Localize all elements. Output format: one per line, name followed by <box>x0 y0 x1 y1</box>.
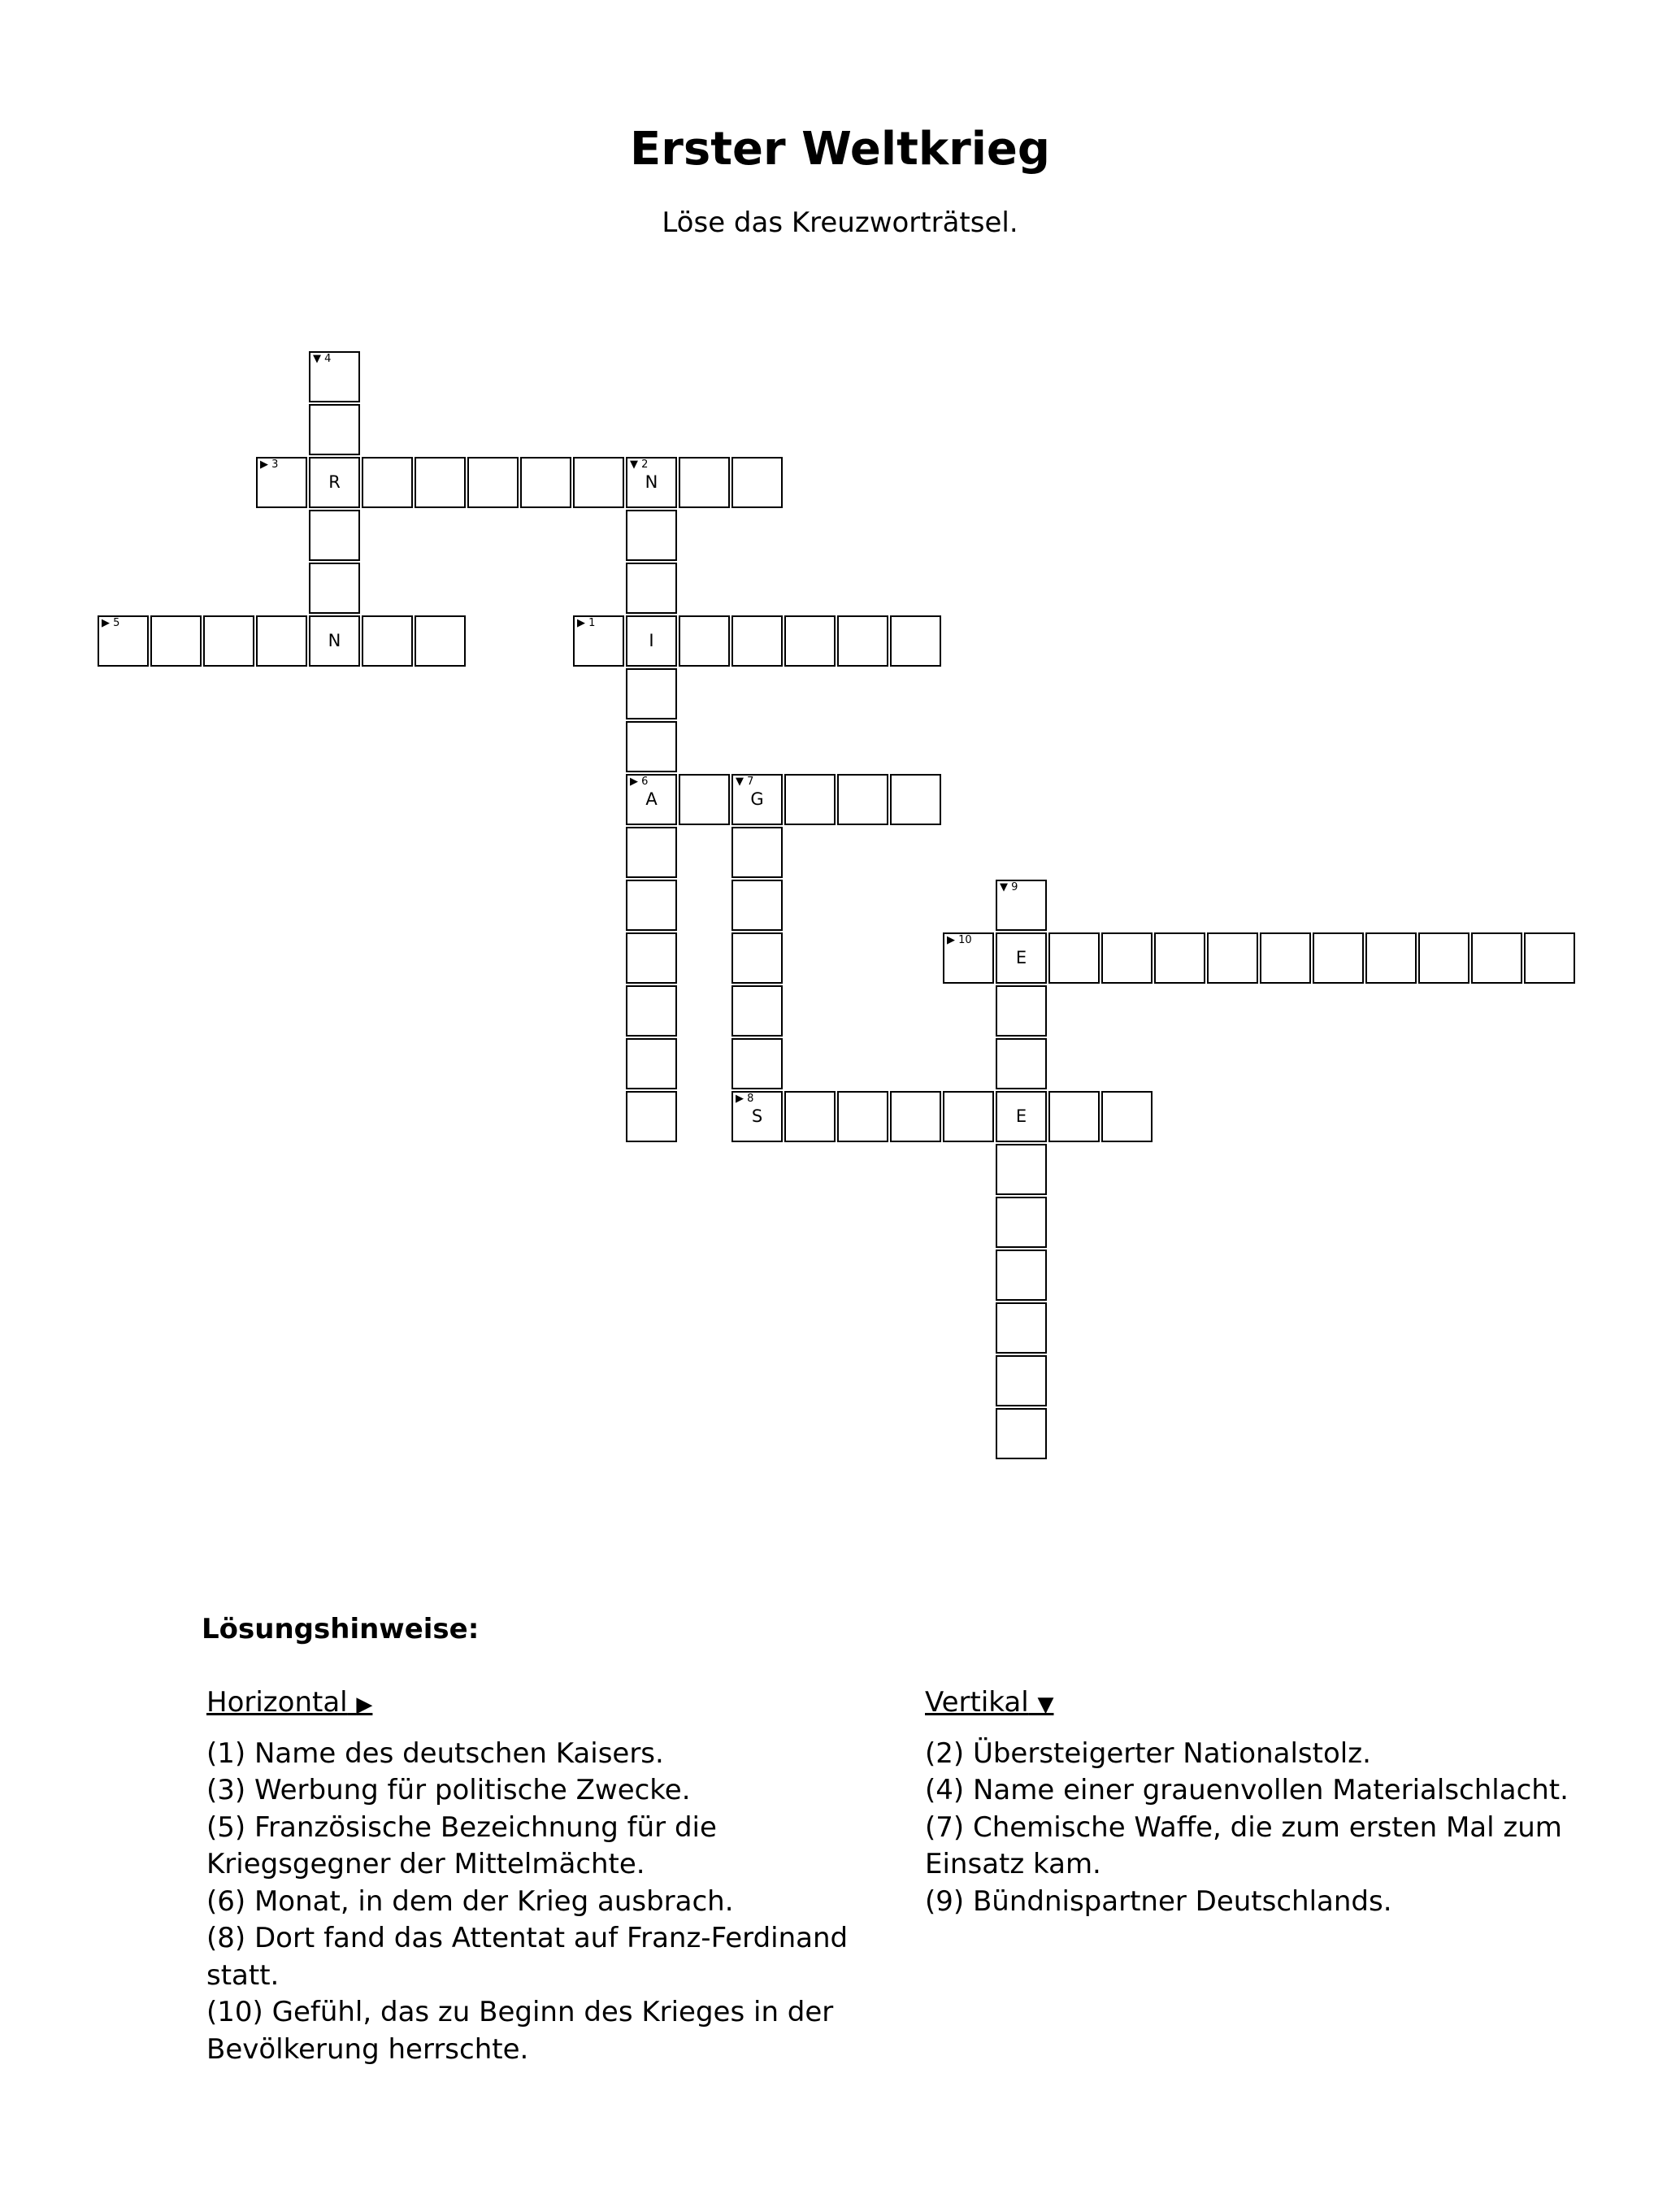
clue-number-label: 7 <box>744 776 754 788</box>
crossword-cell <box>679 774 730 825</box>
clue-number <box>1000 882 1018 893</box>
crossword-cell <box>784 615 836 667</box>
crossword-cell <box>573 615 624 667</box>
crossword-cell <box>362 615 413 667</box>
crossword-cell <box>890 615 941 667</box>
arrow-down-icon: ▼ <box>736 776 744 788</box>
crossword-cell <box>309 457 360 508</box>
arrow-down-icon: ▼ <box>630 459 638 471</box>
crossword-cell <box>890 1091 941 1142</box>
crossword-cell <box>309 404 360 455</box>
crossword-cell <box>837 774 888 825</box>
clue-vertical-7: (7) Chemische Waffe, die zum ersten Mal zum Einsatz kam. <box>925 1810 1562 1880</box>
crossword-cell <box>996 1355 1047 1406</box>
clue-number-label: 2 <box>638 459 649 471</box>
cell-letter: E <box>1015 1106 1027 1126</box>
crossword-cell <box>626 827 677 878</box>
arrow-right-icon: ▶ <box>630 776 638 788</box>
cell-letter: A <box>645 789 658 809</box>
arrow-down-icon: ▼ <box>1000 881 1008 893</box>
clue-horizontal-3: (3) Werbung für politische Zwecke. <box>206 1774 691 1806</box>
crossword-cell <box>943 1091 994 1142</box>
clue-number-label: 1 <box>585 617 596 629</box>
cell-letter: N <box>328 631 341 650</box>
crossword-cell <box>1524 932 1575 984</box>
arrow-right-icon: ▶ <box>947 934 955 946</box>
crossword-cell <box>943 932 994 984</box>
clue-number-label: 5 <box>110 617 120 629</box>
cell-letter: I <box>649 631 654 650</box>
crossword-cell <box>679 457 730 508</box>
crossword-cell <box>996 932 1047 984</box>
crossword-cell <box>1418 932 1469 984</box>
crossword-cell <box>996 985 1047 1037</box>
clue-number-label: 3 <box>268 459 279 471</box>
horizontal-heading: Horizontal ▶ <box>206 1686 373 1719</box>
clue-number <box>947 935 972 946</box>
crossword-cell <box>626 563 677 614</box>
clue-horizontal-8: (8) Dort fand das Attentat auf Franz-Ferdinand statt. <box>206 1922 849 1992</box>
crossword-cell <box>362 457 413 508</box>
crossword-cell <box>996 1250 1047 1301</box>
crossword-cell <box>626 932 677 984</box>
crossword-cell <box>626 721 677 772</box>
cell-letter: R <box>328 472 341 492</box>
crossword-cell <box>731 615 783 667</box>
crossword-cell <box>996 1091 1047 1142</box>
cell-letter: N <box>645 472 658 492</box>
crossword-cell <box>1260 932 1311 984</box>
crossword-cell <box>1048 932 1100 984</box>
crossword-cell <box>731 827 783 878</box>
crossword-cell <box>520 457 571 508</box>
crossword-cell <box>731 985 783 1037</box>
crossword-cell <box>731 1038 783 1089</box>
clue-number <box>102 618 119 629</box>
crossword-cell <box>784 774 836 825</box>
crossword-cell <box>626 457 677 508</box>
crossword-cell <box>1101 1091 1153 1142</box>
arrow-right-icon: ▶ <box>102 617 110 629</box>
arrow-down-icon: ▼ <box>313 353 321 365</box>
arrow-right-icon: ▶ <box>260 459 268 471</box>
crossword-cell <box>1207 932 1258 984</box>
clue-vertical-9: (9) Bündnispartner Deutschlands. <box>925 1884 1392 1918</box>
crossword-cell <box>837 615 888 667</box>
crossword-cell <box>996 1408 1047 1459</box>
crossword-cell <box>731 1091 783 1142</box>
crossword-cell <box>415 615 466 667</box>
clue-number-label: 9 <box>1008 881 1018 893</box>
crossword-cell <box>996 1144 1047 1195</box>
hints-title: Lösungshinweise: <box>202 1613 480 1645</box>
clue-number-label: 10 <box>955 934 972 946</box>
clue-vertical-2: (2) Übersteigerter Nationalstolz. <box>925 1736 1371 1770</box>
clue-number-label: 4 <box>321 353 332 365</box>
crossword-cell <box>1313 932 1364 984</box>
clue-horizontal-1: (1) Name des deutschen Kaisers. <box>206 1736 664 1770</box>
page-subtitle: Löse das Kreuzworträtsel. <box>662 206 1018 239</box>
clue-number-label: 8 <box>744 1093 754 1105</box>
crossword-cell <box>626 510 677 561</box>
crossword-cell <box>626 774 677 825</box>
crossword-cell <box>731 880 783 931</box>
arrow-right-icon: ▶ <box>736 1093 744 1105</box>
crossword-cell <box>203 615 254 667</box>
crossword-cell <box>890 774 941 825</box>
crossword-cell <box>784 1091 836 1142</box>
cell-letter: G <box>750 789 764 809</box>
crossword-cell <box>626 880 677 931</box>
clue-horizontal-5: (5) Französische Bezeichnung für die Kriegsgegner der Mittelmächte. <box>206 1810 717 1880</box>
clue-number <box>313 354 331 365</box>
crossword-cell <box>309 510 360 561</box>
page-title: Erster Weltkrieg <box>630 123 1050 176</box>
crossword-cell <box>679 615 730 667</box>
arrow-right-icon: ▶ <box>356 1693 373 1717</box>
crossword-cell <box>1154 932 1205 984</box>
crossword-cell <box>467 457 519 508</box>
clue-number <box>577 618 595 629</box>
crossword-cell <box>731 932 783 984</box>
crossword-cell <box>309 351 360 402</box>
clue-number <box>260 459 278 471</box>
clue-vertical-4: (4) Name einer grauenvollen Materialschlacht. <box>925 1774 1569 1806</box>
crossword-cell <box>309 615 360 667</box>
crossword-cell <box>150 615 202 667</box>
crossword-cell <box>837 1091 888 1142</box>
crossword-cell <box>996 1038 1047 1089</box>
crossword-cell <box>573 457 624 508</box>
crossword-cell <box>626 1038 677 1089</box>
crossword-cell <box>256 457 307 508</box>
crossword-cell <box>996 1197 1047 1248</box>
cell-letter: S <box>751 1106 763 1126</box>
vertical-clues <box>925 1684 1624 1920</box>
crossword-cell <box>731 774 783 825</box>
crossword-cell <box>309 563 360 614</box>
clue-number-label: 6 <box>638 776 649 788</box>
cell-letter: E <box>1015 948 1027 967</box>
crossword-cell <box>731 457 783 508</box>
crossword-cell <box>1048 1091 1100 1142</box>
crossword-cell <box>626 668 677 719</box>
clue-horizontal-6: (6) Monat, in dem der Krieg ausbrach. <box>206 1884 734 1918</box>
arrow-down-icon: ▼ <box>1037 1693 1054 1717</box>
crossword-cell <box>1101 932 1153 984</box>
crossword-cell <box>415 457 466 508</box>
horizontal-clues <box>206 1684 905 2068</box>
crossword-cell <box>1365 932 1417 984</box>
clue-horizontal-10: (10) Gefühl, das zu Beginn des Krieges in der Bevölkerung herrschte. <box>206 1996 834 2066</box>
crossword-cell <box>626 1091 677 1142</box>
vertical-heading: Vertikal ▼ <box>925 1686 1054 1719</box>
crossword-cell <box>626 985 677 1037</box>
crossword-cell <box>626 615 677 667</box>
crossword-cell <box>996 1302 1047 1354</box>
crossword-cell <box>1471 932 1522 984</box>
crossword-cell <box>996 880 1047 931</box>
crossword-cell <box>98 615 149 667</box>
arrow-right-icon: ▶ <box>577 617 585 629</box>
crossword-cell <box>256 615 307 667</box>
